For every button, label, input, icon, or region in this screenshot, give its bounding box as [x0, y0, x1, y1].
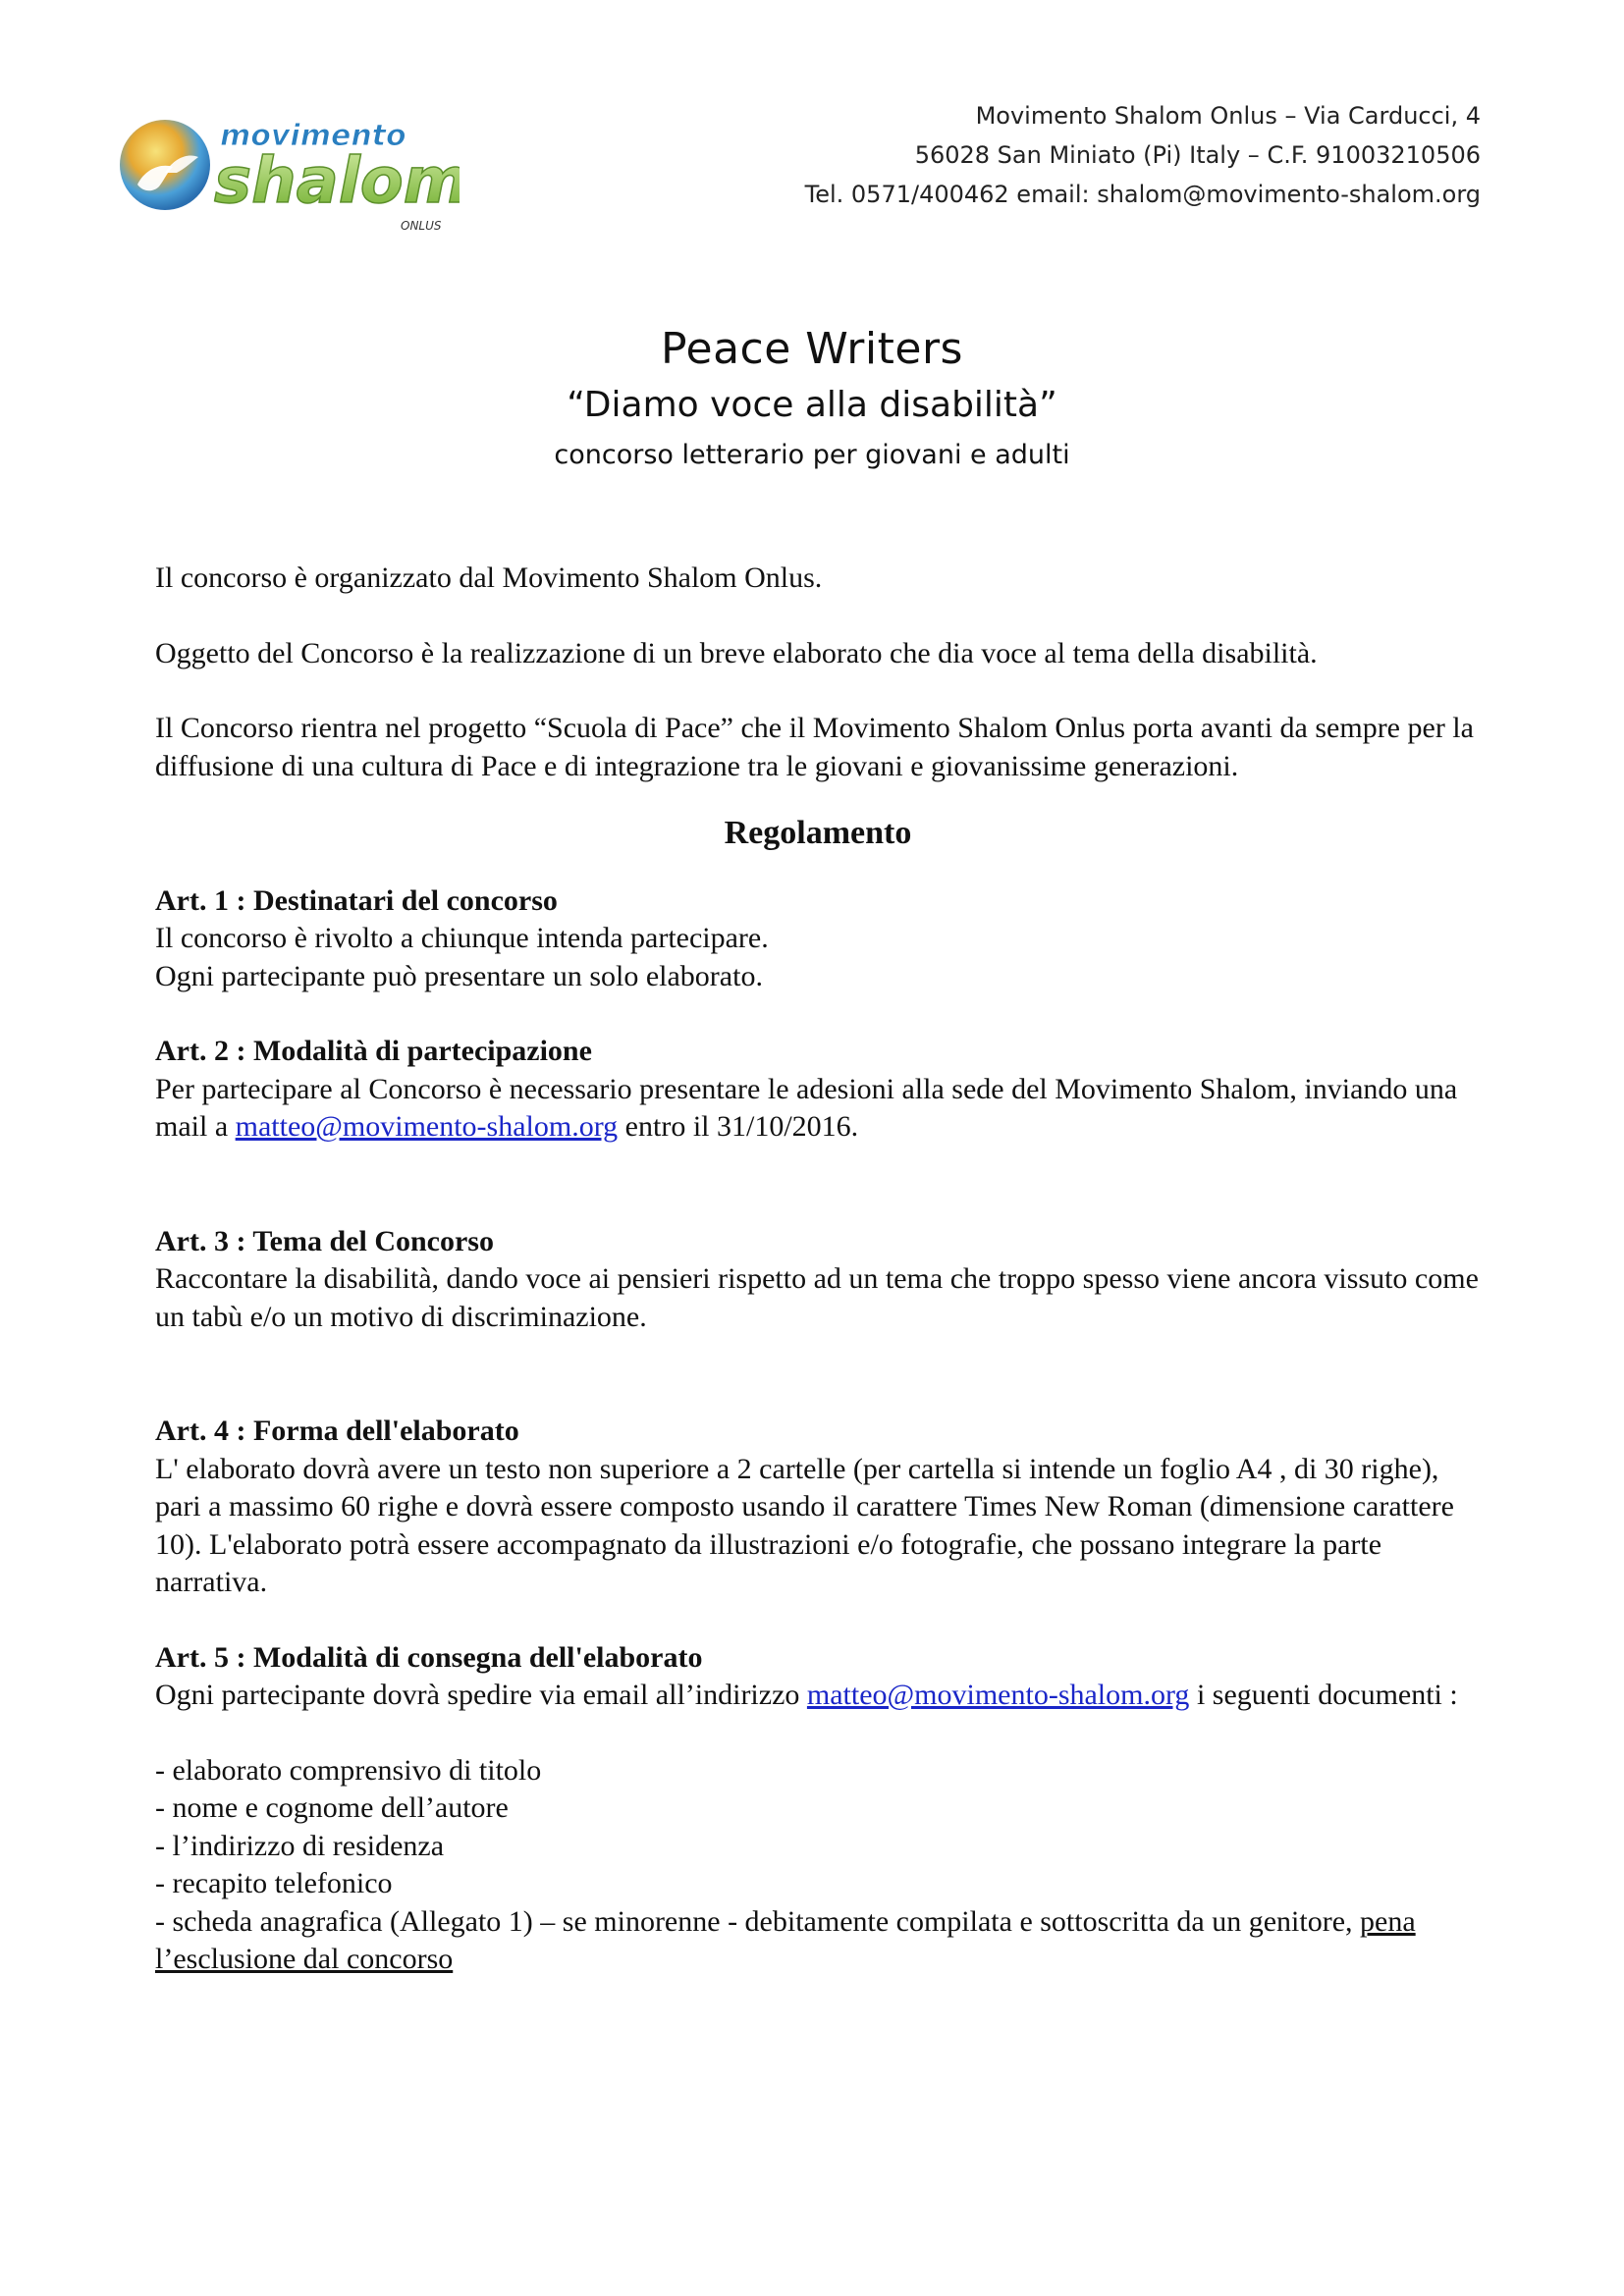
- document-subtitle: “Diamo voce alla disabilità”: [567, 385, 1057, 425]
- article-text: Ogni partecipante può presentare un solo elaborato.: [155, 959, 763, 992]
- document-title: Peace Writers: [661, 324, 963, 374]
- list-item: - nome e cognome dell’autore: [155, 1791, 509, 1824]
- intro-paragraph: Oggetto del Concorso è la realizzazione di un breve elaborato che dia voce al tema della disabilità.: [155, 636, 1318, 669]
- article-title: Art. 5 : Modalità di consegna dell'elaborato: [155, 1640, 703, 1674]
- list-item: - l’indirizzo di residenza: [155, 1829, 445, 1862]
- globe-icon: [120, 120, 210, 210]
- list-item: - recapito telefonico: [155, 1867, 393, 1899]
- movimento-shalom-logo: [116, 108, 460, 238]
- document-body: [155, 560, 1481, 1979]
- article-title: Art. 4 : Forma dell'elaborato: [155, 1415, 519, 1447]
- article-text: Raccontare la disabilità, dando voce ai pensieri rispetto ad un tema che troppo spesso viene ancora vissuto come un tabù e/o un motivo di discriminazione.: [155, 1262, 1479, 1333]
- logo-graphic: [116, 108, 460, 238]
- svg-text:shalom: shalom: [214, 145, 460, 218]
- svg-text:movimento: movimento: [220, 119, 406, 153]
- address-line: 56028 San Miniato (Pi) Italy – C.F. 91003210506: [914, 141, 1481, 169]
- svg-text:ONLUS: ONLUS: [401, 219, 442, 233]
- email-link[interactable]: matteo@movimento-shalom.org: [235, 1110, 619, 1143]
- article-text: Il concorso è rivolto a chiunque intenda partecipare.: [155, 922, 769, 954]
- document-tagline: concorso letterario per giovani e adulti: [554, 440, 1070, 470]
- article-text: L' elaborato dovrà avere un testo non superiore a 2 cartelle (per cartella si intende un foglio A4 , di 30 righe), pari a massimo 60 righe e dovrà essere composto usando il carattere Times New Roman (dimensione carattere 10). L'elaborato potrà essere accompagnato da illustrazioni e/o fotografie, che possano integrare la parte narrativa.: [155, 1452, 1454, 1598]
- article-text: Ogni partecipante dovrà spedire via email all’indirizzo matteo@movimento-shalom.org i seguenti documenti :: [155, 1679, 1458, 1711]
- address-line: Movimento Shalom Onlus – Via Carducci, 4: [975, 102, 1481, 130]
- exclusion-note: pena l’esclusione dal concorso: [155, 1904, 1416, 1975]
- email-link[interactable]: matteo@movimento-shalom.org: [806, 1679, 1190, 1711]
- intro-paragraph: Il concorso è organizzato dal Movimento Shalom Onlus.: [155, 561, 823, 594]
- intro-paragraph: Il Concorso rientra nel progetto “Scuola di Pace” che il Movimento Shalom Onlus porta avanti da sempre per la diffusione di una cultura di Pace e di integrazione tra le giovani e giovanissime generazioni.: [155, 712, 1474, 782]
- letterhead-address: [805, 96, 1481, 214]
- section-heading: Regolamento: [724, 815, 912, 851]
- article-title: Art. 1 : Destinatari del concorso: [155, 883, 558, 917]
- contact-line: Tel. 0571/400462 email: shalom@movimento-shalom.org: [804, 181, 1481, 208]
- article-title: Art. 3 : Tema del Concorso: [155, 1224, 494, 1257]
- article-title: Art. 2 : Modalità di partecipazione: [155, 1035, 592, 1067]
- list-item: - elaborato comprensivo di titolo: [155, 1753, 542, 1787]
- list-item: - scheda anagrafica (Allegato 1) – se minorenne - debitamente compilata e sottoscritta da un genitore, pena l’esclusione dal concorso: [155, 1904, 1416, 1975]
- article-text: Per partecipare al Concorso è necessario presentare le adesioni alla sede del Movimento Shalom, inviando una mail a matteo@movimento-shalom.org entro il 31/10/2016.: [155, 1072, 1458, 1143]
